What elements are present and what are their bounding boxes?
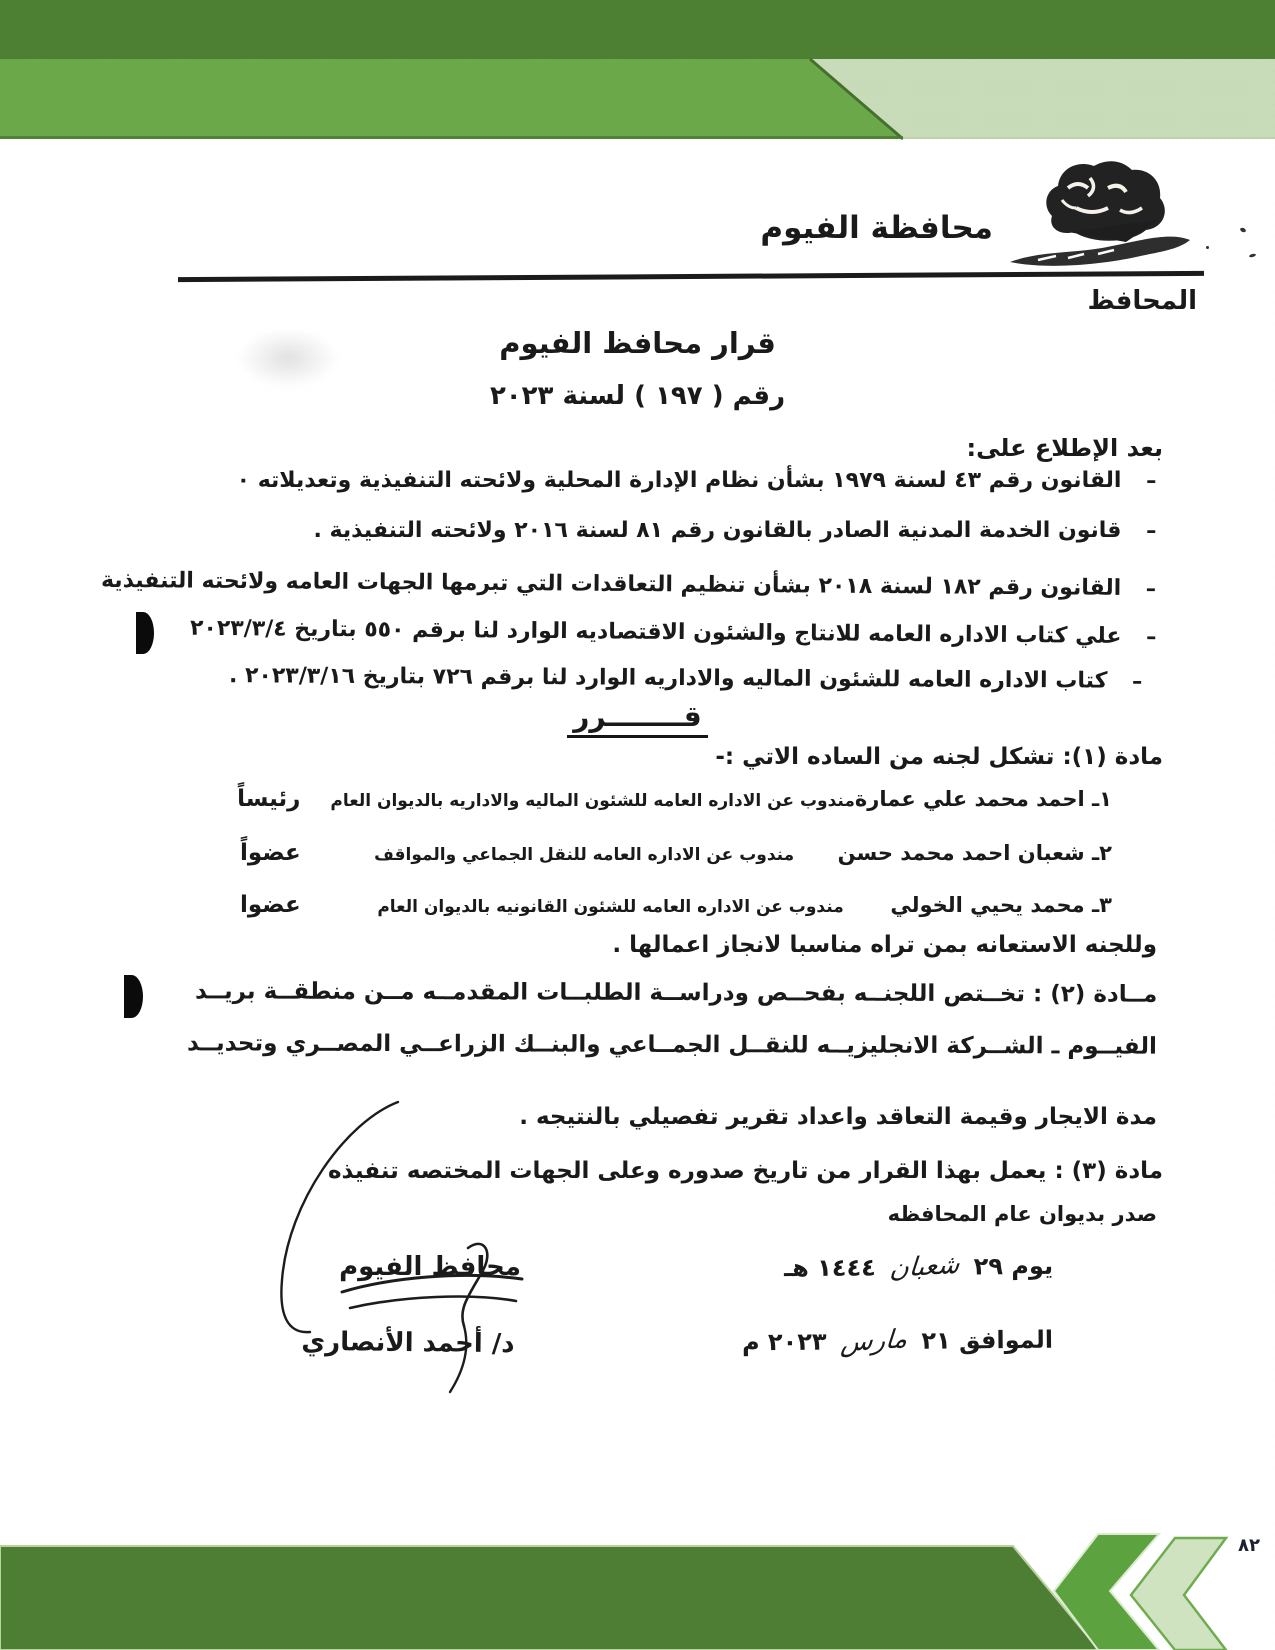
decision-heading: قــــــــرر bbox=[0, 700, 1275, 733]
dash-bullet: ـ bbox=[1133, 664, 1142, 690]
committee-row bbox=[237, 786, 1112, 824]
gregorian-date-prefix: الموافق ٢١ bbox=[921, 1325, 1054, 1355]
header-bands bbox=[0, 0, 1275, 140]
issued-at: صدر بديوان عام المحافظه bbox=[887, 1202, 1157, 1226]
header-band-mid bbox=[0, 59, 903, 139]
dash-bullet: ـ bbox=[1147, 572, 1156, 598]
member-name: ٢ـ شعبان احمد محمد حسن bbox=[837, 841, 1112, 865]
preamble-item: ـقانون الخدمة المدنية الصادر بالقانون رقم ٨١ لسنة ٢٠١٦ ولائحته التنفيذية . bbox=[313, 514, 1155, 543]
signer-title: محافظ الفيوم bbox=[339, 1252, 521, 1282]
article-2-line3: مدة الايجار وقيمة التعاقد واعداد تقرير تفصيلي بالنتيجه . bbox=[519, 1104, 1157, 1130]
ink-dot bbox=[1239, 227, 1246, 233]
gregorian-date bbox=[742, 1325, 1053, 1358]
dash-bullet: ـ bbox=[1147, 620, 1156, 646]
hijri-date bbox=[784, 1251, 1053, 1283]
gregorian-month-handwritten: مارس bbox=[839, 1324, 909, 1359]
org-name: محافظة الفيوم bbox=[760, 210, 993, 246]
dash-bullet: ـ bbox=[1147, 464, 1155, 489]
committee-note: وللجنه الاستعانه بمن تراه مناسبا لانجاز اعمالها . bbox=[612, 932, 1157, 958]
eagle-emblem bbox=[1008, 158, 1193, 276]
member-title: رئيساً bbox=[237, 786, 301, 812]
preamble-item: ـالقانون رقم ١٨٢ لسنة ٢٠١٨ بشأن تنظيم التعاقدات التي تبرمها الجهات العامه ولائحته التنفيذية bbox=[101, 567, 1156, 601]
article-2-line1: مــادة (٢) : تخــتص اللجنــه بفحــص ودراســة الطلبــات المقدمــه مــن منطقــة بريــد bbox=[194, 978, 1158, 1008]
member-role: مندوب عن الاداره العامه للشئون الماليه والاداريه بالديوان العام bbox=[330, 791, 855, 811]
preamble-item: ـكتاب الاداره العامه للشئون الماليه والاداريه الوارد لنا برقم ٧٢٦ بتاريخ ٢٠٢٣/٣/١٦ . bbox=[228, 663, 1142, 694]
hijri-date-suffix: ١٤٤٤ هـ bbox=[783, 1253, 876, 1283]
member-role: مندوب عن الاداره العامه للشئون القانونيه بالديوان العام bbox=[377, 897, 844, 917]
header-band-dark bbox=[0, 0, 1275, 59]
preamble-item: ـعلي كتاب الاداره العامه للانتاج والشئون الاقتصاديه الوارد لنا برقم ٥٥٠ بتاريخ ٢٠٢٣/٣/٤ bbox=[189, 615, 1156, 649]
member-name: ١ـ احمد محمد علي عمارة bbox=[854, 787, 1112, 811]
hole-punch-mark bbox=[124, 975, 143, 1018]
decree-number: رقم ( ١٩٧ ) لسنة ٢٠٢٣ bbox=[489, 381, 786, 411]
preamble-lead: بعد الإطلاع على: bbox=[966, 434, 1163, 462]
hijri-date-prefix: يوم ٢٩ bbox=[973, 1251, 1054, 1281]
member-title: عضوا bbox=[240, 892, 301, 918]
ink-dot bbox=[1249, 253, 1257, 258]
decree-title: قرار محافظ الفيوم bbox=[499, 326, 776, 360]
page-number: ٨٢ bbox=[1238, 1535, 1260, 1556]
preamble-item: ـالقانون رقم ٤٣ لسنة ١٩٧٩ بشأن نظام الإدارة المحلية ولائحته التنفيذية وتعديلاته ٠ bbox=[236, 464, 1155, 493]
dash-bullet: ـ bbox=[1147, 514, 1155, 539]
member-name: ٣ـ محمد يحيي الخولي bbox=[890, 893, 1112, 917]
member-title: عضواً bbox=[240, 840, 301, 866]
footer-bands bbox=[0, 1528, 1275, 1650]
ink-dot bbox=[1206, 246, 1209, 249]
article-1: مادة (١): تشكل لجنه من الساده الاتي :- bbox=[715, 744, 1163, 770]
committee-row bbox=[240, 892, 1112, 930]
article-2-line2: الفيــوم ـ الشــركة الانجليزيــه للنقــل الجمــاعي والبنــك الزراعــي المصــري وتحديــد bbox=[187, 1030, 1158, 1060]
committee-row bbox=[240, 840, 1112, 878]
office-title: المحافظ bbox=[1087, 286, 1197, 316]
hijri-month-handwritten: شعبان bbox=[888, 1249, 961, 1285]
article-3: مادة (٣) : يعمل بهذا القرار من تاريخ صدوره وعلى الجهات المختصه تنفيذه bbox=[327, 1158, 1163, 1184]
signature-strokes bbox=[230, 1080, 570, 1410]
gregorian-date-suffix: ٢٠٢٣ م bbox=[741, 1327, 827, 1357]
signer-name: د/ أحمد الأنصاري bbox=[301, 1326, 515, 1360]
header-rule bbox=[178, 271, 1204, 282]
footer-band-dark bbox=[0, 1546, 1099, 1650]
member-role: مندوب عن الاداره العامه للنقل الجماعي والمواقف bbox=[374, 845, 795, 865]
hole-punch-mark bbox=[136, 612, 154, 654]
